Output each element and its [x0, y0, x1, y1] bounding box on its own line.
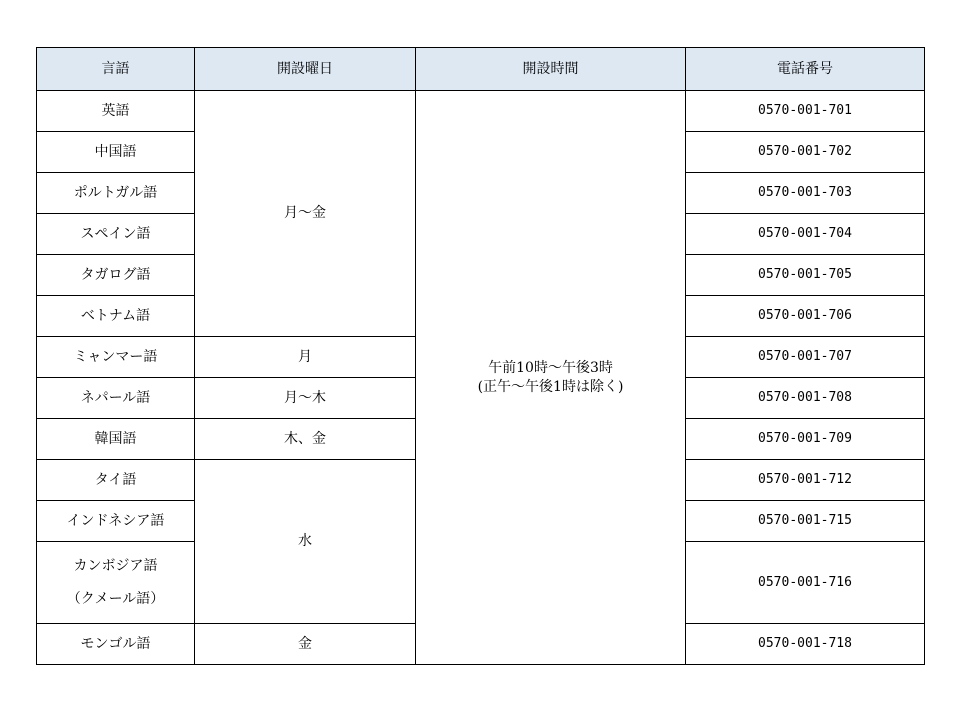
language-cell: スペイン語	[37, 214, 195, 255]
days-cell: 木、金	[195, 419, 416, 460]
language-cell: タガログ語	[37, 255, 195, 296]
days-cell: 月～木	[195, 378, 416, 419]
header-phone: 電話番号	[686, 48, 925, 91]
hours-note: (正午～午後1時は除く)	[477, 378, 624, 395]
header-hours: 開設時間	[416, 48, 686, 91]
days-cell: 月	[195, 337, 416, 378]
language-cell: モンゴル語	[37, 624, 195, 665]
header-language: 言語	[37, 48, 195, 91]
language-cell: ポルトガル語	[37, 173, 195, 214]
language-cell: ネパール語	[37, 378, 195, 419]
days-cell: 金	[195, 624, 416, 665]
phone-cell: 0570-001-705	[686, 255, 925, 296]
language-cell: ベトナム語	[37, 296, 195, 337]
phone-cell: 0570-001-708	[686, 378, 925, 419]
language-name: カンボジア語	[73, 557, 158, 574]
header-days: 開設曜日	[195, 48, 416, 91]
language-subname: （クメール語）	[66, 590, 165, 607]
hours-main: 午前10時～午後3時	[488, 359, 613, 376]
header-row	[37, 48, 925, 91]
language-cell: 英語	[37, 91, 195, 132]
phone-cell: 0570-001-704	[686, 214, 925, 255]
language-cell: 韓国語	[37, 419, 195, 460]
phone-cell: 0570-001-715	[686, 501, 925, 542]
phone-cell: 0570-001-712	[686, 460, 925, 501]
phone-cell: 0570-001-709	[686, 419, 925, 460]
phone-cell: 0570-001-703	[686, 173, 925, 214]
language-cell: インドネシア語	[37, 501, 195, 542]
phone-cell: 0570-001-716	[686, 542, 925, 624]
phone-cell: 0570-001-701	[686, 91, 925, 132]
language-cell: タイ語	[37, 460, 195, 501]
language-cell	[37, 542, 195, 624]
phone-cell: 0570-001-718	[686, 624, 925, 665]
table-row	[37, 91, 925, 132]
hours-cell	[416, 91, 686, 665]
phone-cell: 0570-001-706	[686, 296, 925, 337]
language-support-table	[36, 47, 925, 665]
language-cell: ミャンマー語	[37, 337, 195, 378]
phone-cell: 0570-001-702	[686, 132, 925, 173]
days-cell: 月～金	[195, 91, 416, 337]
language-cell: 中国語	[37, 132, 195, 173]
days-cell: 水	[195, 460, 416, 624]
phone-cell: 0570-001-707	[686, 337, 925, 378]
